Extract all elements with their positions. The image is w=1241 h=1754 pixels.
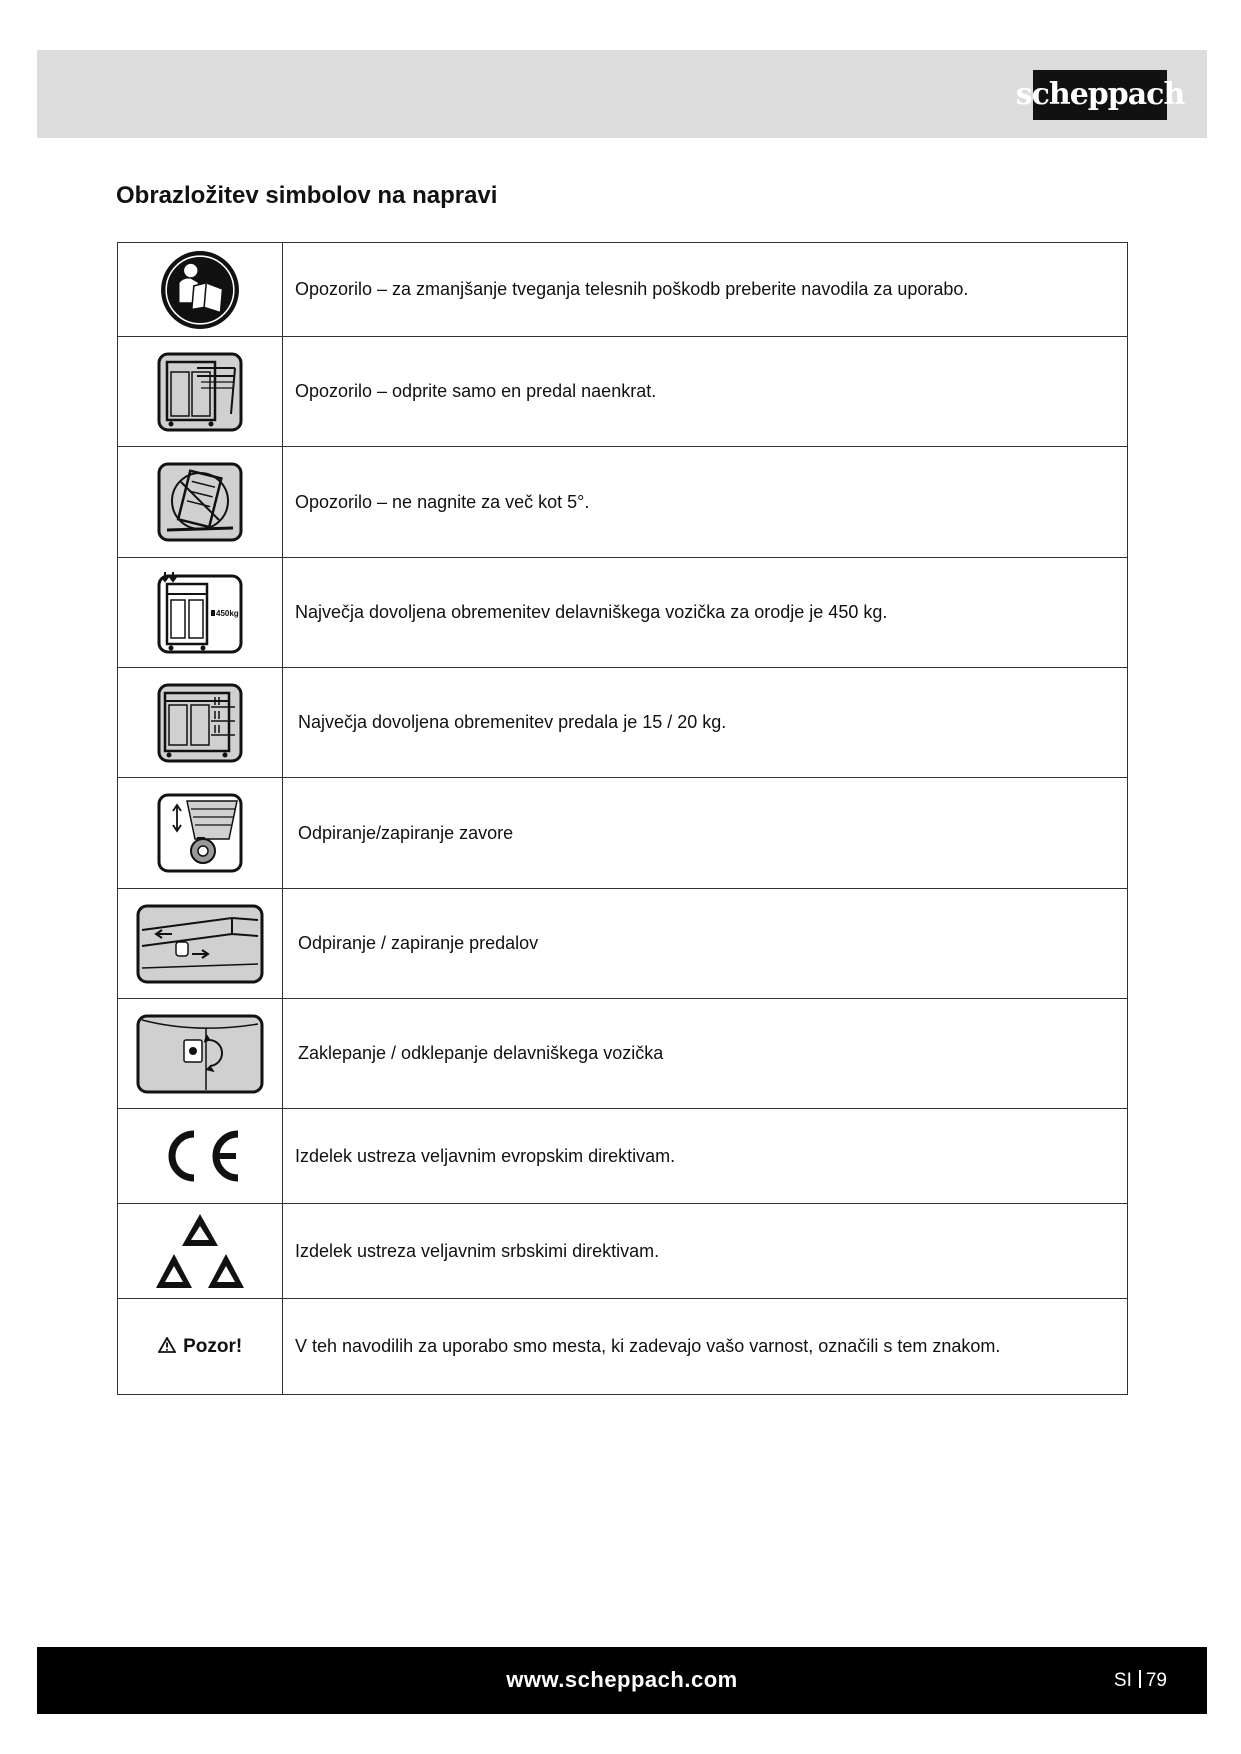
language-code: SI [1113,1670,1132,1691]
load-label: 450kg [216,608,239,618]
lock-unlock-icon [136,1014,264,1094]
logo-text: scheppach [1015,77,1185,112]
symbols-table [117,242,1128,1395]
page-num: 79 [1145,1670,1167,1691]
one-drawer-icon [157,352,243,432]
ce-mark-icon [158,1128,242,1184]
page-title: Obrazložitev simbolov na napravi [116,182,498,209]
no-tilt-icon [157,462,243,542]
cart-max-load-icon [157,572,243,654]
table-row [118,447,1128,558]
read-manual-icon [159,249,241,331]
pozor-label: Pozor! [183,1335,243,1357]
table-row [118,1109,1128,1204]
row-description: Opozorilo – za zmanjšanje tveganja telesnih poškodb preberite navodila za uporabo. [283,243,1128,337]
row-description: Odpiranje / zapiranje predalov [283,889,1128,999]
row-description: Opozorilo – ne nagnite za več kot 5°. [283,447,1128,558]
serbian-conformity-icon [154,1210,246,1292]
row-description: Opozorilo – odprite samo en predal naenkrat. [283,337,1128,447]
table-row [118,1204,1128,1299]
drawer-open-close-icon [136,904,264,984]
row-description: Odpiranje/zapiranje zavore [283,778,1128,889]
brake-icon [157,793,243,873]
footer-band [37,1647,1207,1714]
table-row [118,889,1128,999]
row-description: Zaklepanje / odklepanje delavniškega vozička [283,999,1128,1109]
table-row [118,668,1128,778]
row-description: Izdelek ustreza veljavnim srbskimi direktivam. [283,1204,1128,1299]
row-description: V teh navodilih za uporabo smo mesta, ki zadevajo vašo varnost, označili s tem znakom. [283,1299,1128,1395]
row-description: Izdelek ustreza veljavnim evropskim direktivam. [283,1109,1128,1204]
drawer-max-load-icon [157,683,243,763]
table-row [118,337,1128,447]
table-row [118,558,1128,668]
scheppach-logo [1015,70,1185,120]
table-row [118,778,1128,889]
table-row [118,1299,1128,1395]
row-description: Največja dovoljena obremenitev delavniškega vozička za orodje je 450 kg. [283,558,1128,668]
header-band [37,50,1207,138]
pozor-label-group [158,1336,242,1357]
separator [1139,1670,1141,1688]
page-number [1114,1670,1167,1692]
table-row [118,243,1128,337]
row-description: Največja dovoljena obremenitev predala je 15 / 20 kg. [283,668,1128,778]
footer-url[interactable]: www.scheppach.com [506,1667,738,1692]
warning-triangle-icon [158,1337,176,1353]
table-row [118,999,1128,1109]
